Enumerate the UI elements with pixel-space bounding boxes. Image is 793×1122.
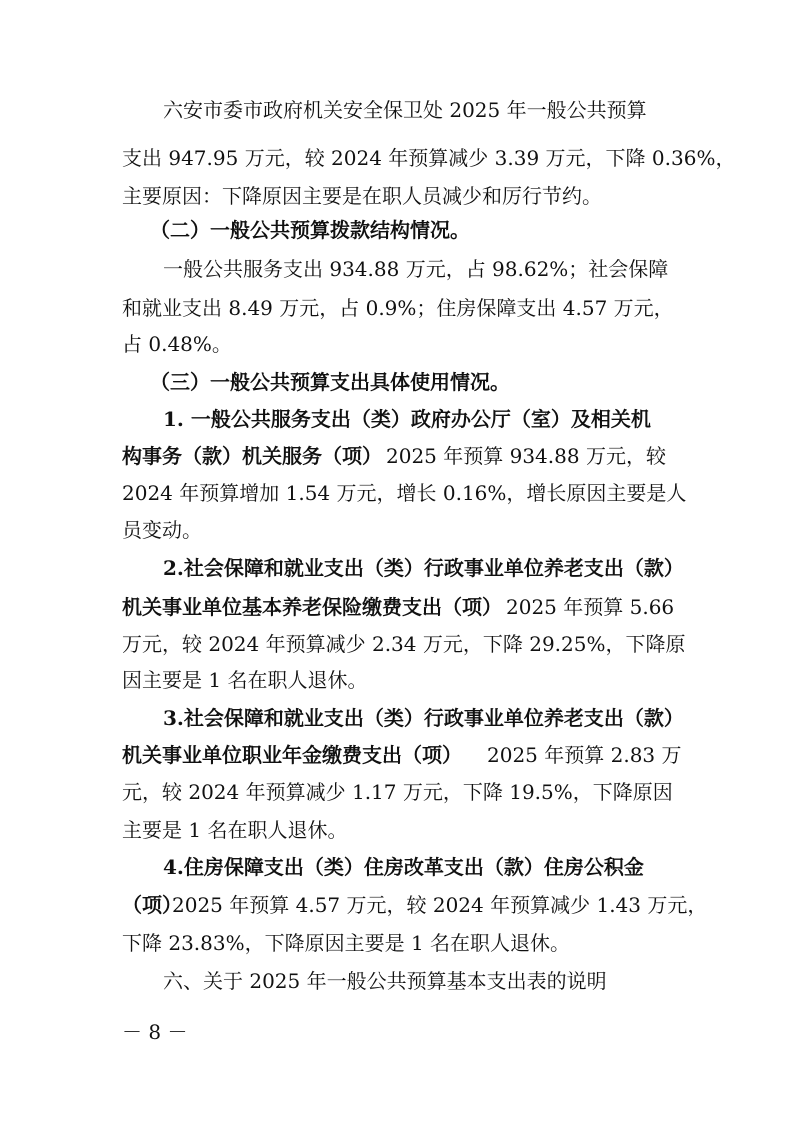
item-title-cont: 构事务（款）机关服务（项） (122, 444, 382, 468)
heading-text: 六、关于 2025 年一般公共预算基本支出表的说明 (163, 969, 607, 993)
line-text: 因主要是 1 名在职人退休。 (122, 668, 368, 692)
line-text: 员变动。 (122, 518, 202, 542)
line-text: 2025 年预算 5.66 (506, 595, 675, 619)
item-title: 1. 一般公共服务支出（类）政府办公厅（室）及相关机 (163, 407, 651, 431)
line-text: 支出 947.95 万元，较 2024 年预算减少 3.39 万元，下降 0.36%， (122, 146, 736, 170)
item-title-cont: 机关事业单位职业年金缴费支出（项） (122, 743, 462, 767)
item-title: 4.住房保障支出（类）住房改革支出（款）住房公积金 (163, 855, 644, 879)
item-title: 3.社会保障和就业支出（类）行政事业单位养老支出（款） (163, 706, 684, 730)
line-text: 和就业支出 8.49 万元，占 0.9%；住房保障支出 4.57 万元， (122, 296, 674, 320)
line-text: 占 0.48%。 (122, 332, 232, 356)
item-title-cont: 机关事业单位基本养老保险缴费支出（项） (122, 595, 502, 619)
line-text: 2024 年预算增加 1.54 万元，增长 0.16%，增长原因主要是人 (122, 481, 687, 505)
line-text: 主要是 1 名在职人退休。 (122, 818, 348, 842)
line-text: 2025 年预算 2.83 万 (487, 743, 682, 767)
line-text: 元，较 2024 年预算减少 1.17 万元，下降 19.5%，下降原因 (122, 780, 673, 804)
heading-text: （二）一般公共预算拨款结构情况。 (150, 218, 470, 242)
heading-text: （三）一般公共预算支出具体使用情况。 (150, 370, 510, 394)
line-text: 一般公共服务支出 934.88 万元，占 98.62%；社会保障 (163, 257, 669, 281)
line-text: 2025 年预算 934.88 万元，较 (386, 444, 666, 468)
line-text: 万元，较 2024 年预算减少 2.34 万元，下降 29.25%，下降原 (122, 632, 686, 656)
line-text: 下降 23.83%，下降原因主要是 1 名在职人退休。 (122, 931, 571, 955)
page-number: － 8 － (122, 1020, 188, 1044)
item-title-cont: （项） (122, 893, 182, 917)
line-text: 2025 年预算 4.57 万元，较 2024 年预算减少 1.43 万元， (172, 893, 708, 917)
line-text: 六安市委市政府机关安全保卫处 2025 年一般公共预算 (163, 98, 647, 122)
item-title: 2.社会保障和就业支出（类）行政事业单位养老支出（款） (163, 556, 684, 580)
line-text: 主要原因：下降原因主要是在职人员减少和厉行节约。 (122, 184, 602, 208)
